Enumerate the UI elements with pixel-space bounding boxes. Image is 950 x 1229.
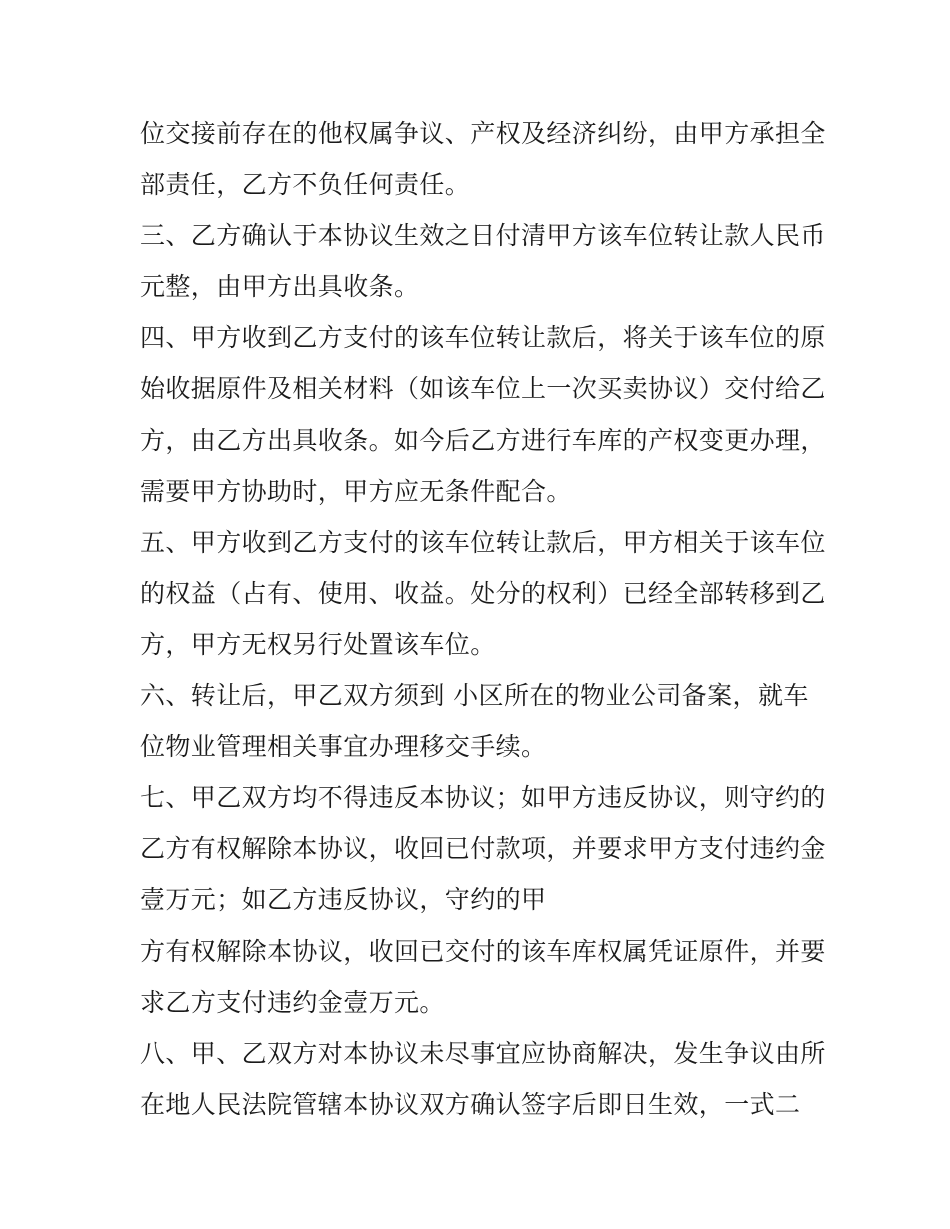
- document-body: [140, 108, 826, 1130]
- text-line: 位交接前存在的他权属争议、产权及经济纠纷，由甲方承担全: [140, 119, 826, 148]
- text-line: 在地人民法院管辖本协议双方确认签字后即日生效，一式二: [140, 1089, 801, 1119]
- clause-8-line: 八、甲、乙双方对本协议未尽事宜应协商解决，发生争议由所: [140, 1038, 826, 1068]
- text-line: 方，甲方无权另行处置该车位。: [140, 629, 496, 659]
- text-line: 的权益（占有、使用、收益。处分的权利）已经全部转移到乙: [140, 578, 826, 608]
- text-line: 求乙方支付违约金壹万元。: [140, 987, 445, 1017]
- text-line: 需要甲方协助时，甲方应无条件配合。: [140, 476, 572, 506]
- text-line: 始收据原件及相关材料（如该车位上一次买卖协议）交付给乙: [140, 374, 826, 404]
- text-line: 方有权解除本协议，收回已交付的该车库权属凭证原件，并要: [140, 936, 826, 966]
- text-line: 方，由乙方出具收条。如今后乙方进行车库的产权变更办理，: [140, 425, 826, 455]
- text-line: 元整，由甲方出具收条。: [140, 272, 420, 302]
- text-line: 乙方有权解除本协议，收回已付款项，并要求甲方支付违约金: [140, 834, 826, 864]
- clause-3-line: 三、乙方确认于本协议生效之日付清甲方该车位转让款人民币: [140, 221, 826, 251]
- text-line: 位物业管理相关事宜办理移交手续。: [140, 732, 547, 762]
- clause-4-line: 四、甲方收到乙方支付的该车位转让款后，将关于该车位的原: [140, 323, 826, 353]
- clause-7-line: 七、甲乙双方均不得违反本协议；如甲方违反协议，则守约的: [140, 783, 826, 813]
- clause-5-line: 五、甲方收到乙方支付的该车位转让款后，甲方相关于该车位: [140, 527, 826, 557]
- text-line: 壹万元；如乙方违反协议，守约的甲: [140, 885, 547, 915]
- clause-6-line: 六、转让后，甲乙双方须到 小区所在的物业公司备案，就车: [140, 681, 809, 711]
- text-line: 部责任，乙方不负任何责任。: [140, 170, 471, 200]
